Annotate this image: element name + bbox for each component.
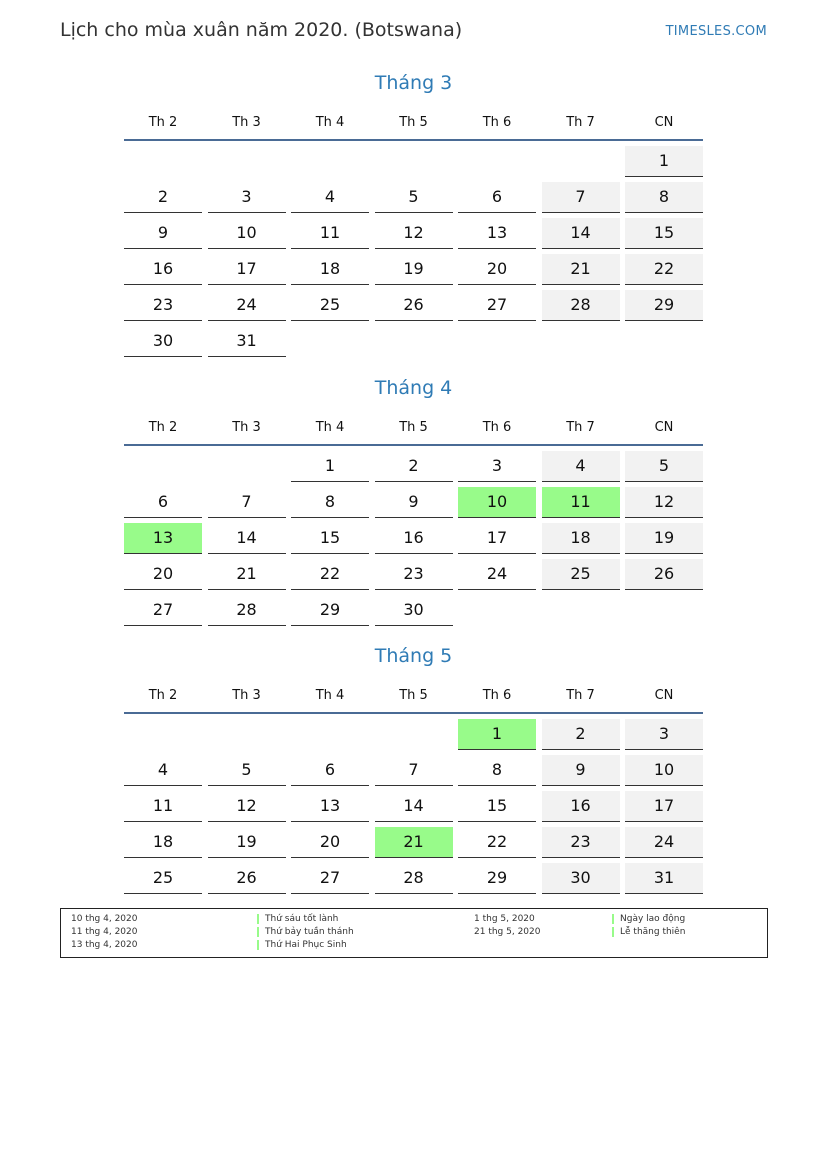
day-cell: 11 bbox=[124, 791, 202, 822]
day-cell: 31 bbox=[625, 863, 703, 894]
header-divider bbox=[124, 444, 703, 446]
day-cell: 22 bbox=[625, 254, 703, 285]
day-cell: 2 bbox=[542, 719, 620, 750]
day-cell: 24 bbox=[625, 827, 703, 858]
day-cell: 12 bbox=[208, 791, 286, 822]
day-cell: 16 bbox=[124, 254, 202, 285]
day-cell: 8 bbox=[625, 182, 703, 213]
day-cell: 12 bbox=[375, 218, 453, 249]
day-cell: 21 bbox=[542, 254, 620, 285]
day-cell: 9 bbox=[124, 218, 202, 249]
day-cell: 25 bbox=[542, 559, 620, 590]
day-cell: 6 bbox=[458, 182, 536, 213]
day-cell: 26 bbox=[375, 290, 453, 321]
day-cell: 19 bbox=[208, 827, 286, 858]
day-cell: 20 bbox=[124, 559, 202, 590]
day-cell: 15 bbox=[625, 218, 703, 249]
day-cell: 29 bbox=[625, 290, 703, 321]
weekday-label: Th 2 bbox=[148, 115, 178, 130]
day-cell: 3 bbox=[208, 182, 286, 213]
weekday-header bbox=[124, 115, 703, 135]
day-cell: 13 bbox=[458, 218, 536, 249]
legend-holiday-name: Thứ Hai Phục Sinh bbox=[257, 940, 347, 950]
day-cell: 25 bbox=[291, 290, 369, 321]
day-cell: 7 bbox=[375, 755, 453, 786]
legend-date: 21 thg 5, 2020 bbox=[474, 927, 541, 937]
month-title: Tháng 4 bbox=[374, 377, 453, 399]
day-cell: 20 bbox=[458, 254, 536, 285]
weekday-label: Th 5 bbox=[399, 688, 428, 703]
holiday-day-cell: 10 bbox=[458, 487, 536, 518]
day-cell: 28 bbox=[208, 595, 286, 626]
legend-holiday-name: Thứ bảy tuần thánh bbox=[257, 927, 354, 937]
header-divider bbox=[124, 712, 703, 714]
day-cell: 29 bbox=[291, 595, 369, 626]
day-cell: 17 bbox=[458, 523, 536, 554]
day-cell: 13 bbox=[291, 791, 369, 822]
day-cell: 18 bbox=[124, 827, 202, 858]
day-cell: 27 bbox=[124, 595, 202, 626]
weekday-label: Th 6 bbox=[482, 115, 512, 130]
day-cell: 16 bbox=[375, 523, 453, 554]
day-cell: 24 bbox=[208, 290, 286, 321]
weekday-label: Th 7 bbox=[566, 688, 595, 703]
legend-date: 13 thg 4, 2020 bbox=[71, 940, 138, 950]
day-cell: 23 bbox=[375, 559, 453, 590]
day-cell: 20 bbox=[291, 827, 369, 858]
day-cell: 30 bbox=[375, 595, 453, 626]
weekday-label: Th 3 bbox=[232, 420, 261, 435]
holiday-day-cell: 13 bbox=[124, 523, 202, 554]
weekday-header bbox=[124, 688, 703, 708]
weekday-label: Th 6 bbox=[482, 688, 512, 703]
day-cell: 1 bbox=[291, 451, 369, 482]
legend-holiday-name: Ngày lao động bbox=[612, 914, 685, 924]
day-cell: 22 bbox=[458, 827, 536, 858]
day-cell: 22 bbox=[291, 559, 369, 590]
day-cell: 3 bbox=[458, 451, 536, 482]
day-cell: 17 bbox=[208, 254, 286, 285]
day-cell: 25 bbox=[124, 863, 202, 894]
day-cell: 3 bbox=[625, 719, 703, 750]
day-cell: 26 bbox=[625, 559, 703, 590]
day-cell: 21 bbox=[208, 559, 286, 590]
weekday-label: Th 2 bbox=[148, 688, 178, 703]
day-cell: 14 bbox=[542, 218, 620, 249]
day-cell: 2 bbox=[375, 451, 453, 482]
holiday-day-cell: 21 bbox=[375, 827, 453, 858]
day-cell: 8 bbox=[458, 755, 536, 786]
weekday-label: Th 4 bbox=[315, 115, 345, 130]
holiday-day-cell: 11 bbox=[542, 487, 620, 518]
day-cell: 14 bbox=[208, 523, 286, 554]
day-cell: 10 bbox=[208, 218, 286, 249]
weekday-label: CN bbox=[654, 420, 674, 435]
weekday-label: Th 7 bbox=[566, 115, 595, 130]
day-cell: 23 bbox=[124, 290, 202, 321]
day-cell: 4 bbox=[124, 755, 202, 786]
day-cell: 23 bbox=[542, 827, 620, 858]
day-cell: 7 bbox=[208, 487, 286, 518]
legend-date: 1 thg 5, 2020 bbox=[474, 914, 535, 924]
weekday-label: Th 3 bbox=[232, 688, 261, 703]
day-cell: 6 bbox=[291, 755, 369, 786]
weekday-label: Th 2 bbox=[148, 420, 178, 435]
day-cell: 24 bbox=[458, 559, 536, 590]
day-cell: 18 bbox=[542, 523, 620, 554]
day-cell: 19 bbox=[375, 254, 453, 285]
day-cell: 5 bbox=[375, 182, 453, 213]
legend-date: 10 thg 4, 2020 bbox=[71, 914, 138, 924]
day-cell: 10 bbox=[625, 755, 703, 786]
day-cell: 29 bbox=[458, 863, 536, 894]
legend-holiday-name: Lễ thăng thiên bbox=[612, 927, 685, 937]
day-cell: 31 bbox=[208, 326, 286, 357]
day-cell: 12 bbox=[625, 487, 703, 518]
holiday-day-cell: 1 bbox=[458, 719, 536, 750]
day-cell: 30 bbox=[124, 326, 202, 357]
day-cell: 19 bbox=[625, 523, 703, 554]
legend-date: 11 thg 4, 2020 bbox=[71, 927, 138, 937]
day-cell: 14 bbox=[375, 791, 453, 822]
day-cell: 16 bbox=[542, 791, 620, 822]
day-cell: 11 bbox=[291, 218, 369, 249]
weekday-label: Th 3 bbox=[232, 115, 261, 130]
weekday-label: Th 4 bbox=[315, 688, 345, 703]
holiday-legend bbox=[60, 908, 768, 958]
day-cell: 8 bbox=[291, 487, 369, 518]
day-cell: 4 bbox=[542, 451, 620, 482]
day-cell: 28 bbox=[542, 290, 620, 321]
weekday-label: Th 5 bbox=[399, 420, 428, 435]
day-cell: 17 bbox=[625, 791, 703, 822]
day-cell: 15 bbox=[291, 523, 369, 554]
legend-holiday-name: Thứ sáu tốt lành bbox=[257, 914, 338, 924]
page-title: Lịch cho mùa xuân năm 2020. (Botswana) bbox=[60, 19, 463, 41]
brand-link[interactable]: TIMESLES.COM bbox=[665, 24, 767, 39]
day-cell: 15 bbox=[458, 791, 536, 822]
day-cell: 18 bbox=[291, 254, 369, 285]
month-title: Tháng 3 bbox=[374, 72, 453, 94]
weekday-label: Th 7 bbox=[566, 420, 595, 435]
day-cell: 28 bbox=[375, 863, 453, 894]
day-cell: 27 bbox=[458, 290, 536, 321]
day-cell: 6 bbox=[124, 487, 202, 518]
day-cell: 5 bbox=[625, 451, 703, 482]
header-divider bbox=[124, 139, 703, 141]
day-cell: 2 bbox=[124, 182, 202, 213]
day-cell: 7 bbox=[542, 182, 620, 213]
day-cell: 4 bbox=[291, 182, 369, 213]
weekday-header bbox=[124, 420, 703, 440]
day-cell: 30 bbox=[542, 863, 620, 894]
day-cell: 1 bbox=[625, 146, 703, 177]
weekday-label: Th 5 bbox=[399, 115, 428, 130]
day-cell: 9 bbox=[375, 487, 453, 518]
weekday-label: Th 6 bbox=[482, 420, 512, 435]
day-cell: 9 bbox=[542, 755, 620, 786]
weekday-label: CN bbox=[654, 115, 674, 130]
day-cell: 26 bbox=[208, 863, 286, 894]
day-cell: 5 bbox=[208, 755, 286, 786]
weekday-label: CN bbox=[654, 688, 674, 703]
month-title: Tháng 5 bbox=[374, 645, 453, 667]
weekday-label: Th 4 bbox=[315, 420, 345, 435]
day-cell: 27 bbox=[291, 863, 369, 894]
